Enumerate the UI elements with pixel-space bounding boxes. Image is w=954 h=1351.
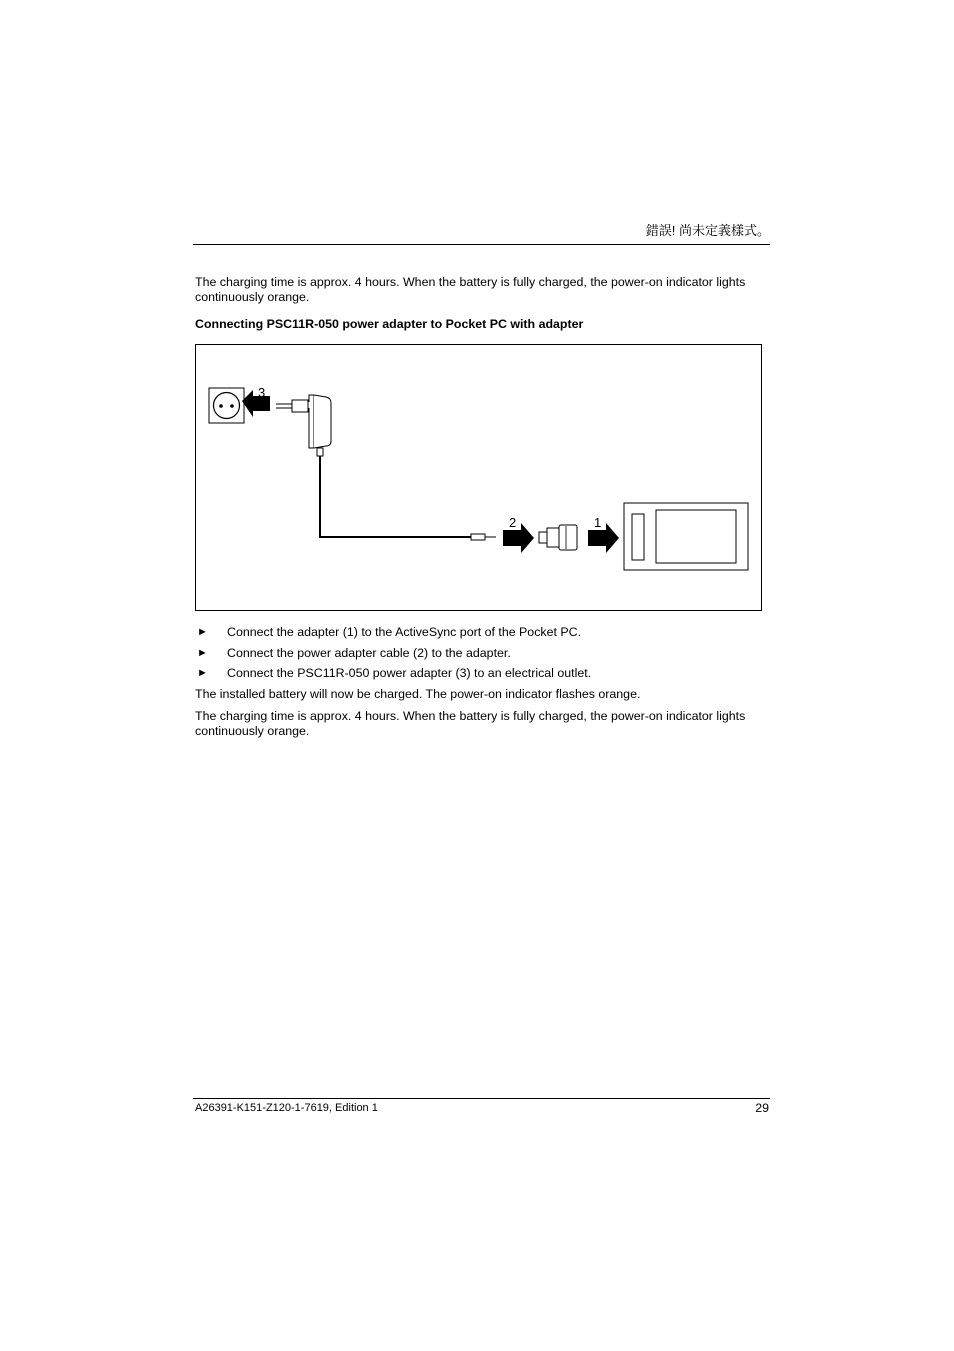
step-text: Connect the power adapter cable (2) to the adapter. bbox=[227, 645, 511, 660]
connection-diagram bbox=[195, 344, 762, 611]
pocket-pc-icon bbox=[624, 503, 748, 570]
step-text: Connect the adapter (1) to the ActiveSync port of the Pocket PC. bbox=[227, 625, 582, 639]
step-text: Connect the PSC11R-050 power adapter (3) to an electrical outlet. bbox=[227, 666, 592, 680]
bullet-arrow-icon: ► bbox=[197, 646, 208, 659]
callout-2: 2 bbox=[509, 515, 517, 530]
list-item bbox=[195, 624, 770, 645]
document-id: A26391-K151-Z120-1-7619, Edition 1 bbox=[195, 1102, 378, 1114]
running-header: 錯誤! 尚未定義樣式。 bbox=[645, 223, 770, 238]
adapter-cable bbox=[320, 456, 471, 537]
wall-outlet-icon bbox=[209, 388, 244, 423]
bullet-arrow-icon: ► bbox=[197, 626, 208, 638]
result-paragraph: The installed battery will now be charged. The power-on indicator flashes orange. bbox=[195, 687, 641, 701]
arrow-2-icon bbox=[503, 523, 534, 553]
sync-adapter-icon bbox=[539, 525, 577, 550]
page-number: 29 bbox=[755, 1101, 769, 1115]
cable-plug-icon bbox=[471, 534, 496, 540]
list-item bbox=[195, 645, 770, 666]
list-item bbox=[195, 665, 770, 686]
callout-1: 1 bbox=[594, 515, 602, 530]
callout-3: 3 bbox=[258, 385, 266, 400]
section-heading: Connecting PSC11R-050 power adapter to Pocket PC with adapter bbox=[195, 317, 584, 331]
footer-rule bbox=[193, 1098, 770, 1099]
instruction-steps bbox=[195, 624, 770, 686]
bullet-arrow-icon: ► bbox=[197, 667, 208, 679]
header-rule bbox=[193, 244, 770, 245]
arrow-3-icon bbox=[242, 390, 270, 417]
arrow-1-icon bbox=[588, 523, 619, 553]
intro-paragraph: The charging time is approx. 4 hours. When the battery is fully charged, the power-on indicator lights continuously orange. bbox=[195, 275, 746, 304]
closing-paragraph: The charging time is approx. 4 hours. When the battery is fully charged, the power-on indicator lights continuously orange. bbox=[195, 709, 746, 738]
power-adapter-icon bbox=[276, 395, 331, 456]
